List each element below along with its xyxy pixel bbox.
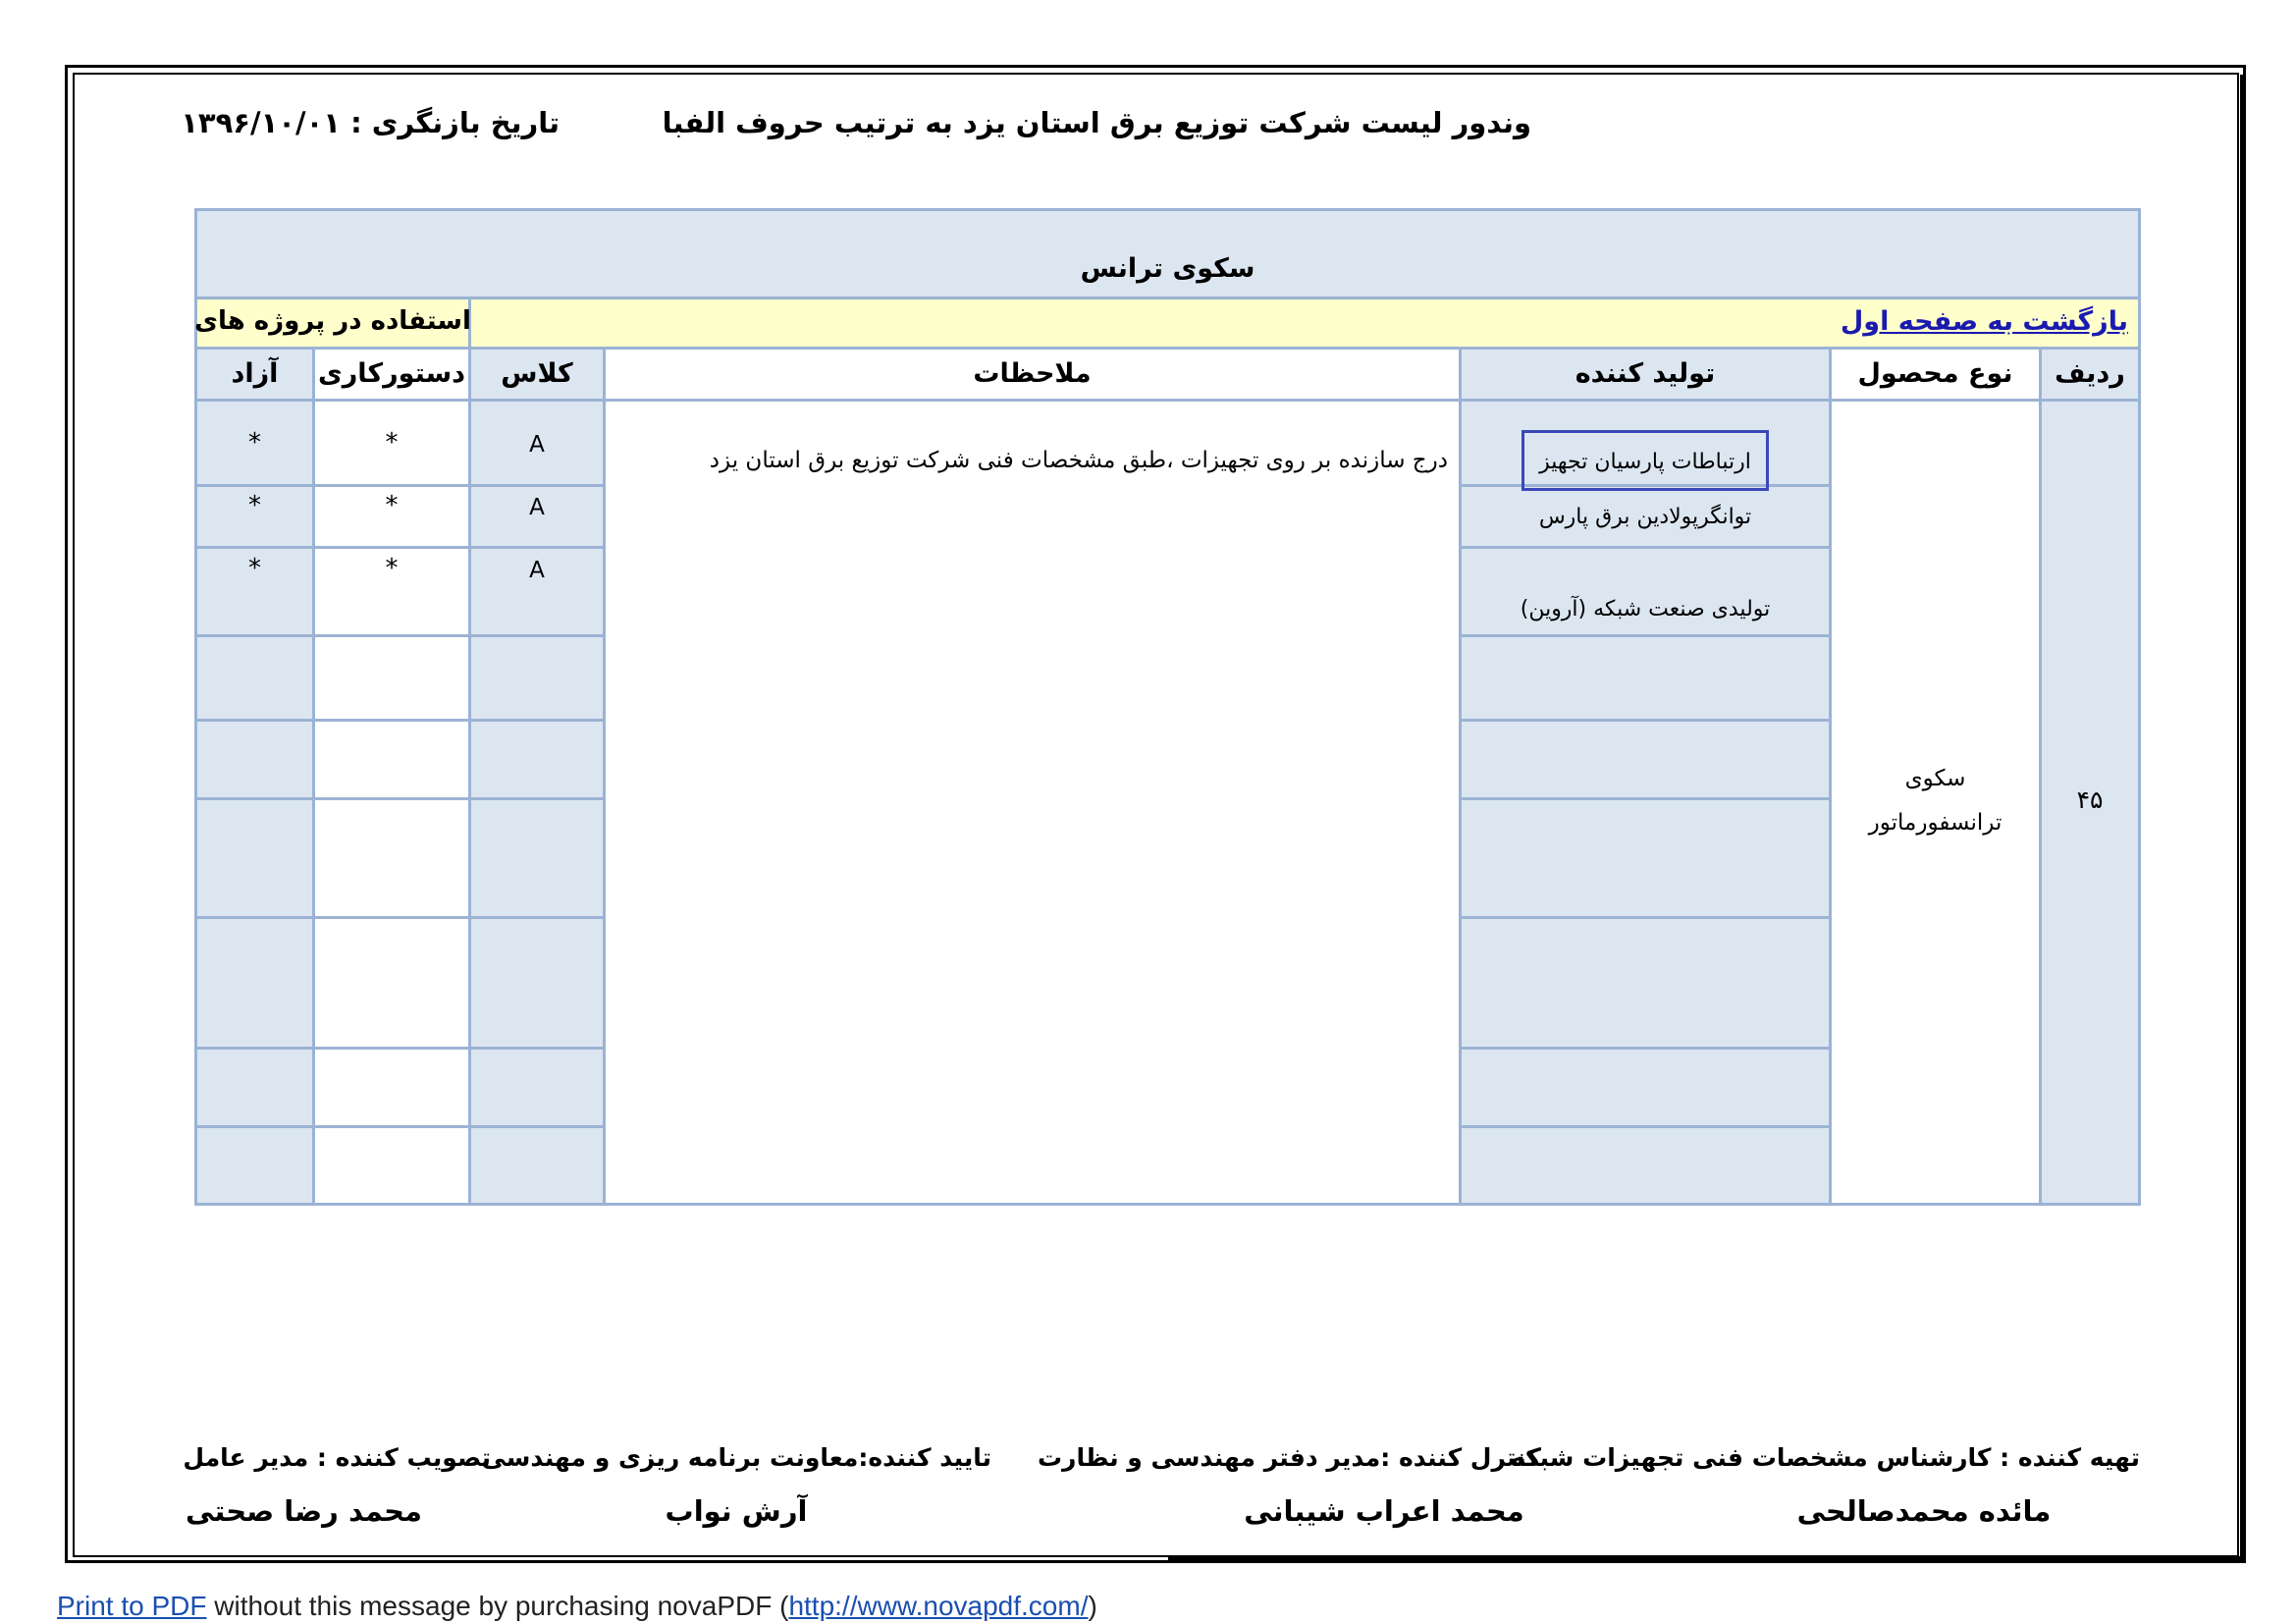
product-type-line1: سکوی [1904,766,1966,791]
manufacturer-name: تولیدی صنعت شبکه (آروین) [1520,597,1771,622]
row-number: ۴۵ [2076,785,2104,814]
header-notes: ملاحظات [973,358,1092,389]
manufacturer-cell [1459,719,1832,800]
notes-text: درج سازنده بر روی تجهیزات ،طبق مشخصات فنی شرکت توزیع برق استان یزد [709,448,1448,473]
manufacturer-cell [1459,634,1832,722]
pdf-notice-text: without this message by purchasing novaPDF ( [206,1591,789,1621]
document-title: وندور لیست شرکت توزیع برق استان یزد به ترتیب حروف الفبا [662,106,1531,139]
contract-cell [312,1125,471,1206]
novapdf-url-link[interactable]: http://www.novapdf.com/ [788,1591,1089,1621]
contract-mark: * [385,491,399,520]
pdf-notice-end: ) [1088,1591,1097,1621]
contract-cell [312,916,471,1050]
contract-cell [312,797,471,919]
controlled-by-role: کنترل کننده :مدیر دفتر مهندسی و نظارت [1037,1443,1541,1472]
approved-by-name: محمد رضا صحتی [186,1494,422,1528]
class-cell [468,916,606,1050]
contract-cell [312,1047,471,1128]
pdf-watermark-notice [57,1591,1097,1622]
contract-cell [312,719,471,800]
approved-by-role: تصویب کننده : مدیر عامل [183,1443,491,1472]
free-mark: * [248,491,261,520]
manufacturer-cell [1459,546,1832,637]
page-border-shadow-bottom [1168,1556,2245,1561]
contract-cell [312,634,471,722]
product-type-line2: ترانسفورماتور [1868,810,2002,836]
manufacturer-name: توانگرپولادین برق پارس [1538,505,1752,529]
confirmed-by-role: تایید کننده:معاونت برنامه ریزی و مهندسی [481,1443,991,1472]
print-to-pdf-link[interactable]: Print to PDF [57,1591,207,1621]
class-value: A [529,432,545,458]
controlled-by-name: محمد اعراب شیبانی [1244,1494,1524,1528]
usage-header: استفاده در پروژه های [194,306,471,336]
free-cell [194,1047,315,1128]
back-to-first-page-link[interactable]: بازگشت به صفحه اول [1840,306,2128,337]
contract-mark: * [385,428,399,458]
prepared-by-name: مائده محمدصالحی [1796,1494,2052,1528]
class-value: A [529,495,545,520]
class-cell [468,1047,606,1128]
free-mark: * [248,428,261,458]
contract-mark: * [385,554,399,583]
section-title: سکوی ترانس [1080,253,1255,284]
prepared-by-role: تهیه کننده : کارشناس مشخصات فنی تجهیزات شبکه [1510,1443,2140,1472]
manufacturer-name: ارتباطات پارسیان تجهیز [1539,450,1751,474]
free-cell [194,797,315,919]
header-manufacturer: تولید کننده [1575,358,1716,389]
confirmed-by-name: آرش نواب [665,1494,808,1528]
product-type-cell [1829,399,2042,1206]
free-cell [194,719,315,800]
manufacturer-cell [1459,1125,1832,1206]
free-cell [194,1125,315,1206]
class-cell [468,1125,606,1206]
revision-date: تاریخ بازنگری : ۱۳۹۶/۱۰/۰۱ [181,106,560,139]
manufacturer-cell [1459,1047,1832,1128]
class-cell [468,719,606,800]
header-class: کلاس [501,358,573,389]
class-cell [468,797,606,919]
class-cell [468,634,606,722]
header-free: آزاد [231,358,279,389]
page-border-shadow-right [2240,75,2245,1563]
notes-cell [603,399,1462,1206]
free-cell [194,916,315,1050]
header-product-type: نوع محصول [1857,358,2013,389]
manufacturer-cell [1459,916,1832,1050]
free-mark: * [248,554,261,583]
header-row-no: ردیف [2055,358,2125,389]
free-cell [194,634,315,722]
class-value: A [529,558,545,583]
manufacturer-cell [1459,797,1832,919]
header-contract: دستورکاری [317,358,466,389]
